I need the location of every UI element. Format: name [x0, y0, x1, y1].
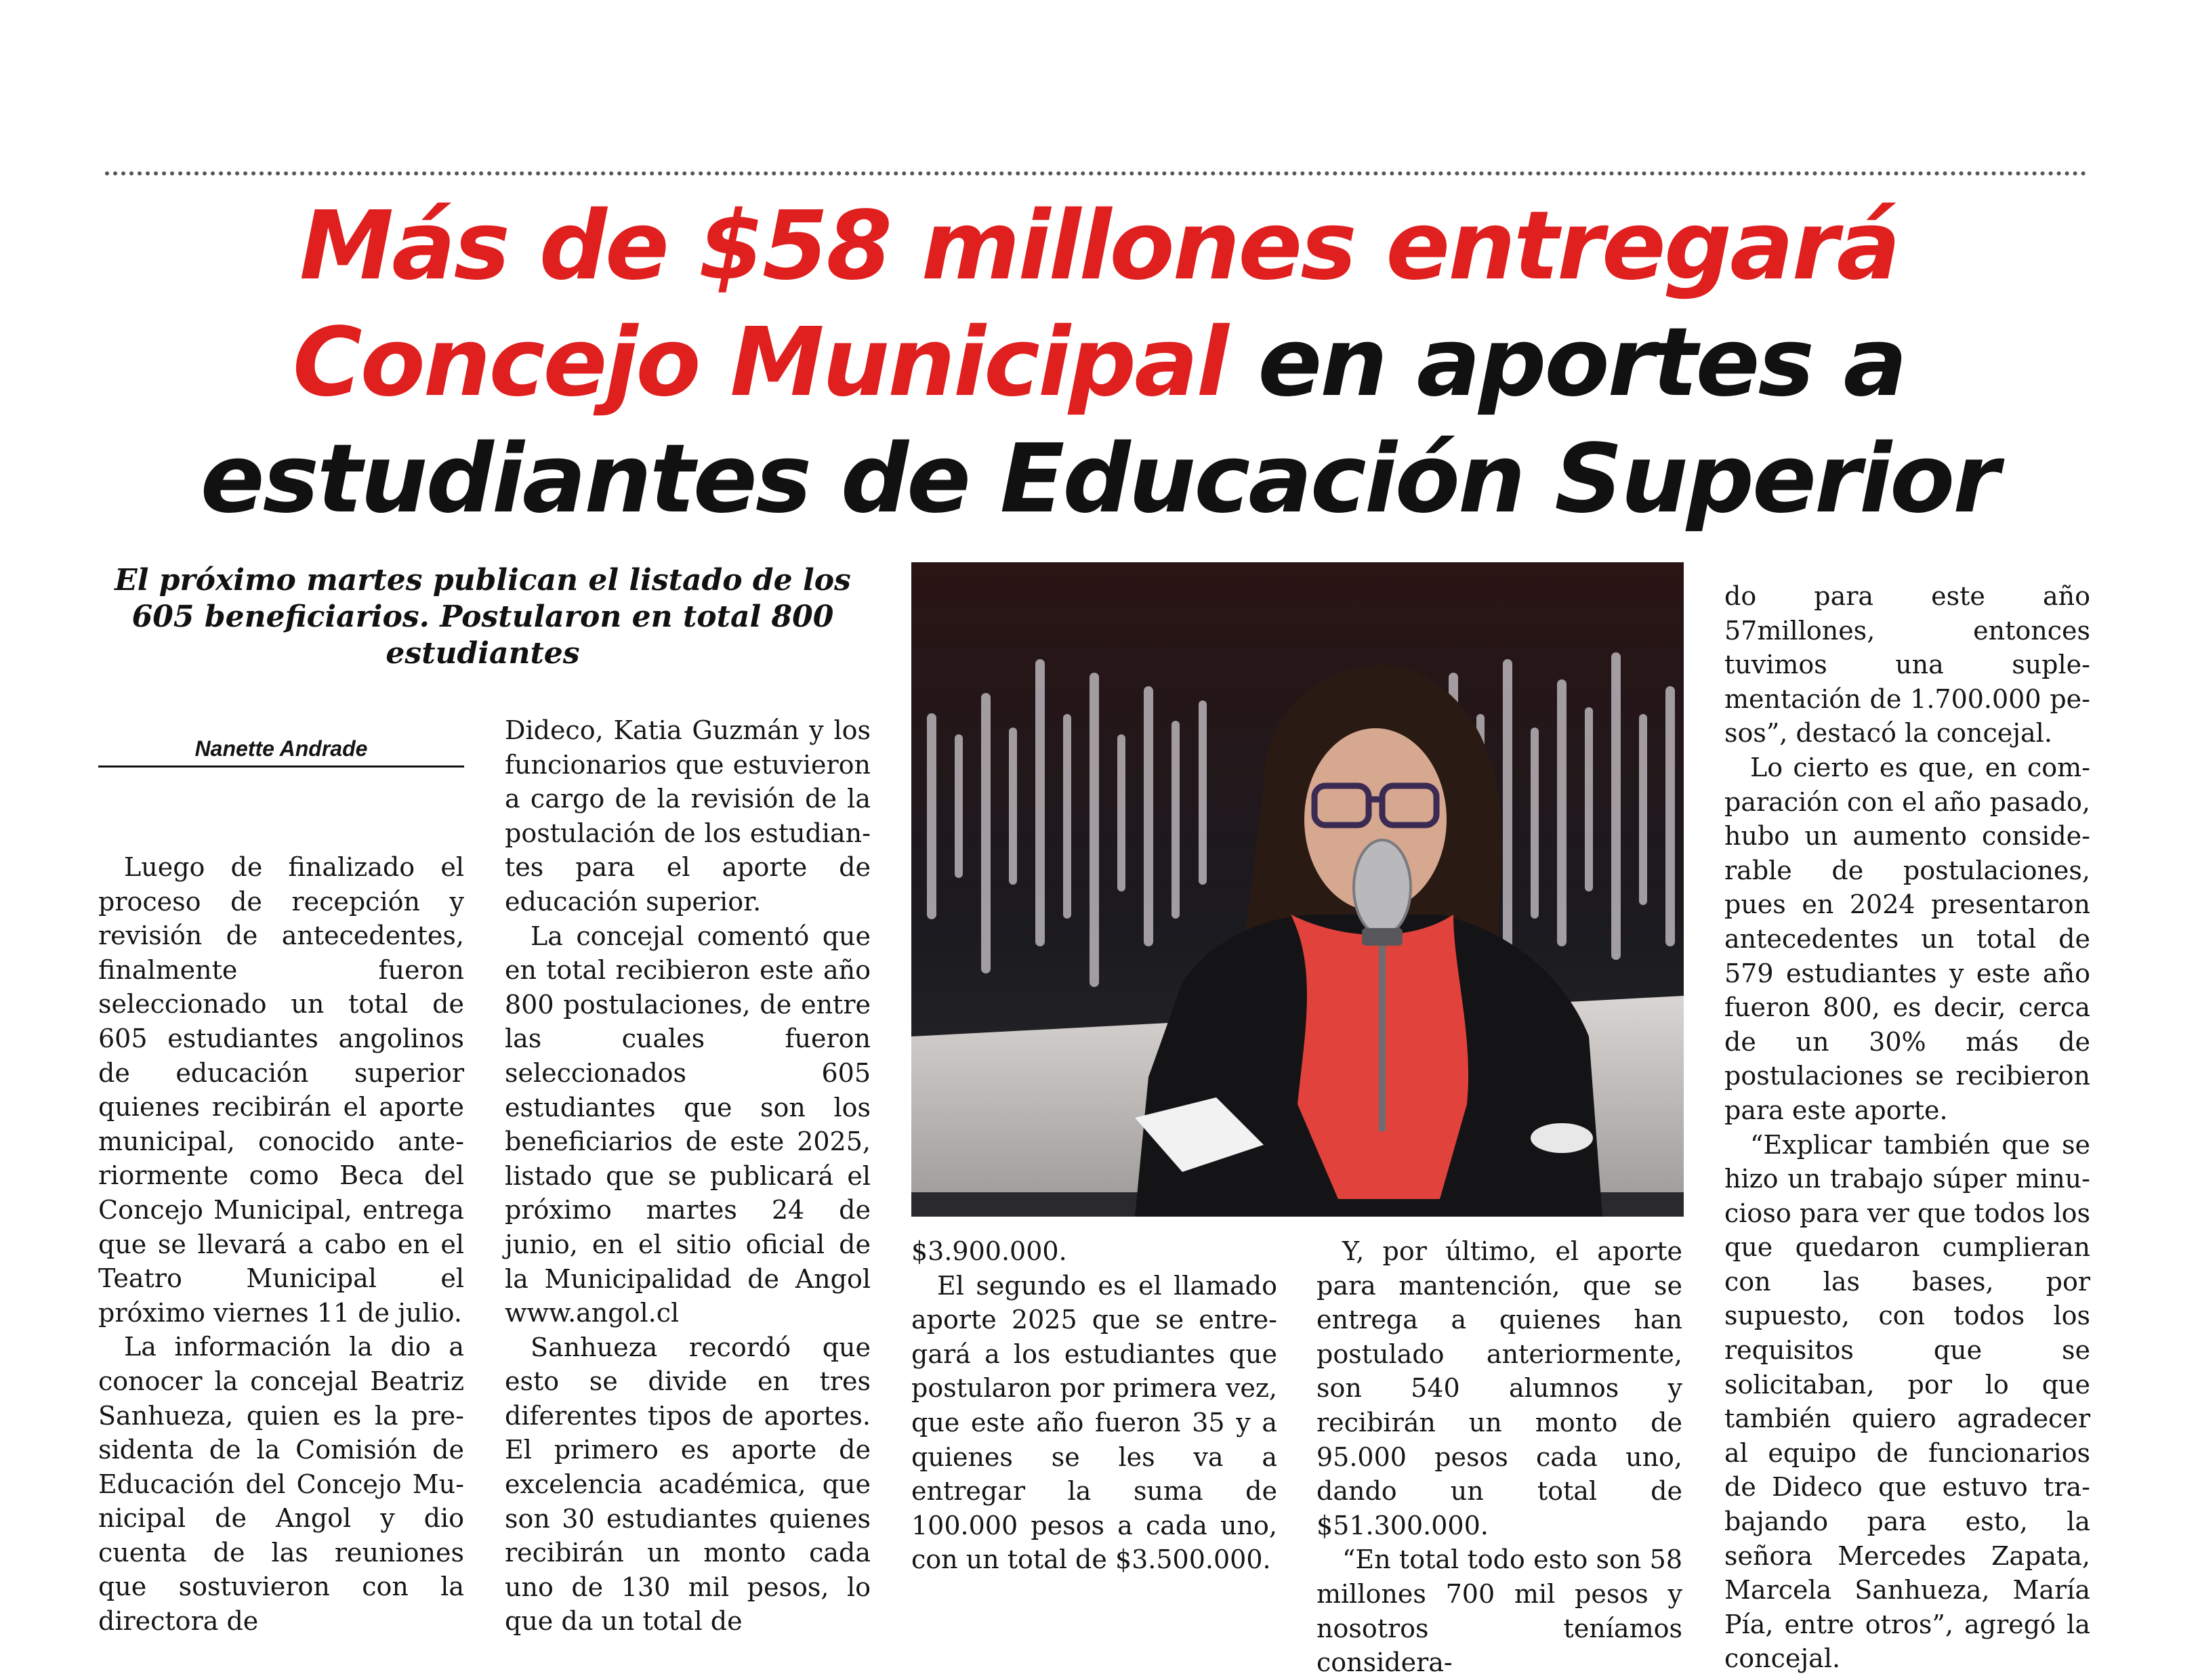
paragraph: Lo cierto es que, en comparación con el año pasado, hubo un aumento considerable de postulaciones, pues en 2024 presentaron antecedentes un total de 579 estudiantes y este año fueron 800, es decir, cerca de un 30% más de postulaciones se recibieron para este aporte. — [1724, 752, 2090, 1125]
headline — [108, 188, 2090, 538]
paragraph: La concejal comentó que en total recibieron este año 800 postulaciones, de entre las cuales fueron seleccionados 605 estudiantes que son los beneficiarios de este 2025, listado que se publicará el próximo martes 24 de junio, en el sitio oficial de la Municipalidad de Angol www.angol.cl — [505, 921, 871, 1328]
paragraph: El segundo es el llamado aporte 2025 que se entregará a los estudiantes que postularon por primera vez, que este año fueron 35 y a quienes se les va a entregar la suma de 100.000 pesos a cada uno, con un total de $3.500.000. — [911, 1270, 1277, 1575]
paragraph: “Explicar también que se hizo un trabajo súper minucioso para ver que todos los que quedaron cumplieran con las bases, por supuesto, con todos los requisitos que se solicitaban, por lo que también quiero agradecer al equipo de funcionarios de Dideco que estuvo trabajando para esto, la señora Mercedes Zapata, Marcela Sanhueza, María Pía, entre otros”, agregó la concejal. — [1724, 1129, 2090, 1674]
paragraph: Luego de finalizado el proceso de recepción y revisión de antecedentes, finalmente fueron seleccionado un total de 605 estudiantes angolinos de educación superior quienes recibirán el aporte municipal, conocido anteriormente como Beca del Concejo Municipal, entrega que se llevará a cabo en el Teatro Municipal el próximo viernes 11 de julio. — [98, 852, 464, 1328]
paragraph: “En total todo esto son 58 millones 700 mil pesos y nosotros teníamos considera- — [1316, 1545, 1682, 1678]
column-4 — [1316, 1234, 1682, 1680]
headline-red: Más de $58 millones entregará Concejo Municipal — [292, 191, 1899, 418]
paragraph: La información la dio a conocer la concejal Beatriz Sanhueza, quien es la presidenta de la Comisión de Educación del Concejo Municipal de Angol y dio cuenta de las reuniones que sostuvieron con la directora de — [98, 1332, 464, 1637]
column-2 — [505, 713, 871, 1639]
column-1 — [98, 850, 464, 1639]
paragraph: $3.900.000. — [911, 1236, 1067, 1266]
paragraph: Dideco, Katia Guzmán y los funcionarios que estuvieron a cargo de la revisión de la postulación de los estudiantes para el aporte de educación superior. — [505, 715, 871, 917]
column-5 — [1724, 579, 2090, 1676]
byline-rule — [98, 765, 464, 768]
article-photo — [911, 562, 1684, 1217]
column-3 — [911, 1234, 1277, 1577]
paragraph: Y, por último, el aporte para mantención, que se entrega a quienes han postulado anteriormente, son 540 alumnos y recibirán un monto de 95.000 pesos cada uno, dando un total de $51.300.000. — [1316, 1236, 1682, 1540]
photo-illustration — [911, 562, 1684, 1217]
headline-black: en aportes a estudiantes de Educación Superior — [200, 308, 1998, 534]
paragraph: Sanhueza recordó que esto se divide en tres diferentes tipos de aportes. El primero es aporte de excelencia académica, que son 30 estudiantes quienes recibirán un monto cada uno de 130 mil pesos, lo que da un total de — [505, 1332, 871, 1637]
paragraph: do para este año 57millones, entonces tuvimos una suplementación de 1.700.000 pesos”, destacó la concejal. — [1724, 581, 2090, 749]
byline: Nanette Andrade — [194, 736, 368, 761]
top-dotted-rule — [105, 171, 2087, 175]
subheadline: El próximo martes publican el listado de los 605 beneficiarios. Postularon en total 800 estudiantes — [115, 563, 851, 671]
